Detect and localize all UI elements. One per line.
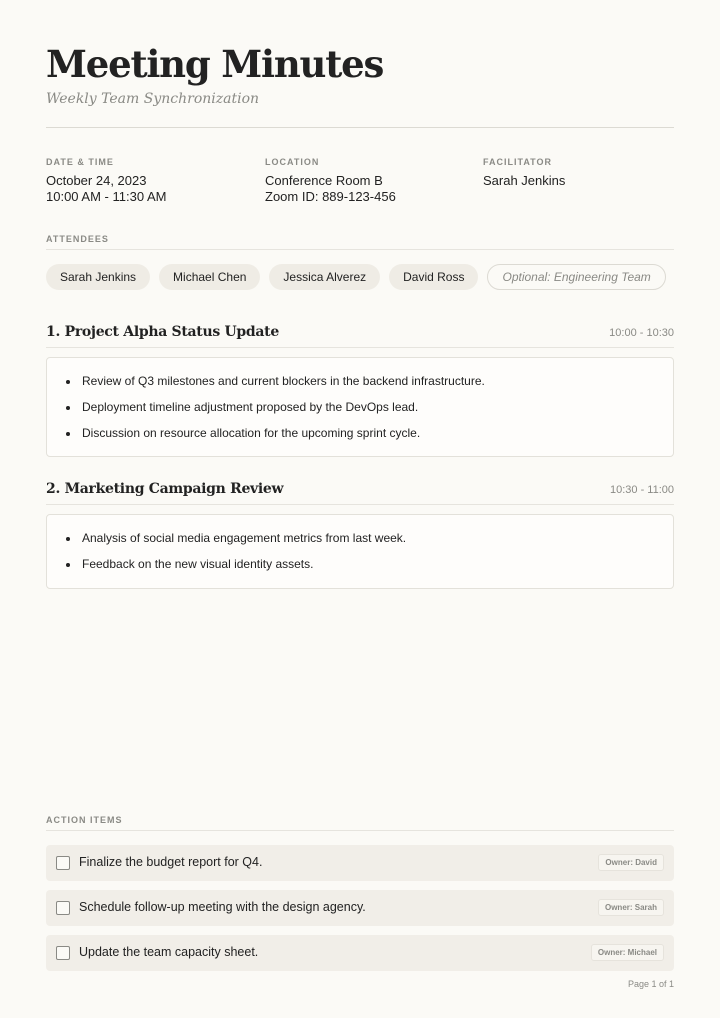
attendee-chip: Michael Chen (159, 264, 260, 290)
action-item-text: Schedule follow-up meeting with the design agency. (79, 900, 366, 914)
agenda-divider (46, 504, 674, 505)
meeting-date: October 24, 2023 (46, 173, 147, 188)
agenda-item-time: 10:00 - 10:30 (609, 327, 674, 339)
agenda-note: Feedback on the new visual identity assets. (65, 556, 673, 582)
action-item-text: Finalize the budget report for Q4. (79, 855, 263, 869)
action-items-label: ACTION ITEMS (46, 815, 123, 825)
facilitator-block (483, 157, 565, 189)
owner-badge: Owner: Sarah (598, 899, 664, 916)
attendee-list (46, 264, 666, 290)
facilitator-label: FACILITATOR (483, 157, 552, 167)
agenda-divider (46, 347, 674, 348)
zoom-id: Zoom ID: 889-123-456 (265, 189, 396, 204)
action-items-divider (46, 830, 674, 831)
optional-attendees-chip: Optional: Engineering Team (487, 264, 665, 290)
agenda-note: Deployment timeline adjustment proposed by the DevOps lead. (65, 399, 673, 425)
meeting-location: Conference Room B (265, 173, 383, 188)
agenda-notes-box (46, 357, 674, 457)
action-item-text: Update the team capacity sheet. (79, 945, 259, 959)
date-time-label: DATE & TIME (46, 157, 114, 167)
agenda-notes-list (47, 358, 673, 451)
action-checkbox[interactable] (56, 856, 70, 870)
date-time-block (46, 157, 166, 205)
action-item (46, 935, 674, 971)
agenda-item-time: 10:30 - 11:00 (609, 484, 674, 496)
agenda-note: Discussion on resource allocation for the upcoming sprint cycle. (65, 425, 673, 451)
page-subtitle: Weekly Team Synchronization (46, 91, 260, 107)
attendee-chip: David Ross (389, 264, 478, 290)
agenda-note: Review of Q3 milestones and current blockers in the backend infrastructure. (65, 373, 673, 399)
attendees-label: ATTENDEES (46, 234, 109, 244)
agenda-item-header (46, 324, 674, 346)
agenda-notes-box (46, 514, 674, 589)
attendee-chip: Sarah Jenkins (46, 264, 150, 290)
location-block (265, 157, 396, 205)
owner-badge: Owner: David (598, 854, 664, 871)
page-title: Meeting Minutes (46, 42, 384, 86)
action-item (46, 890, 674, 926)
attendee-chip: Jessica Alverez (269, 264, 380, 290)
agenda-note: Analysis of social media engagement metrics from last week. (65, 530, 673, 556)
agenda-item-title: 1. Project Alpha Status Update (46, 324, 279, 340)
agenda-item-header (46, 481, 674, 503)
facilitator-name: Sarah Jenkins (483, 173, 566, 188)
page-number: Page 1 of 1 (627, 979, 674, 989)
owner-badge: Owner: Michael (591, 944, 664, 961)
agenda-notes-list (47, 515, 673, 582)
header-divider (46, 127, 674, 128)
action-item (46, 845, 674, 881)
action-checkbox[interactable] (56, 901, 70, 915)
agenda-item-title: 2. Marketing Campaign Review (46, 481, 284, 497)
action-checkbox[interactable] (56, 946, 70, 960)
meeting-minutes-page (46, 0, 674, 1018)
location-label: LOCATION (265, 157, 320, 167)
meeting-time: 10:00 AM - 11:30 AM (46, 189, 167, 204)
attendees-divider (46, 249, 674, 250)
